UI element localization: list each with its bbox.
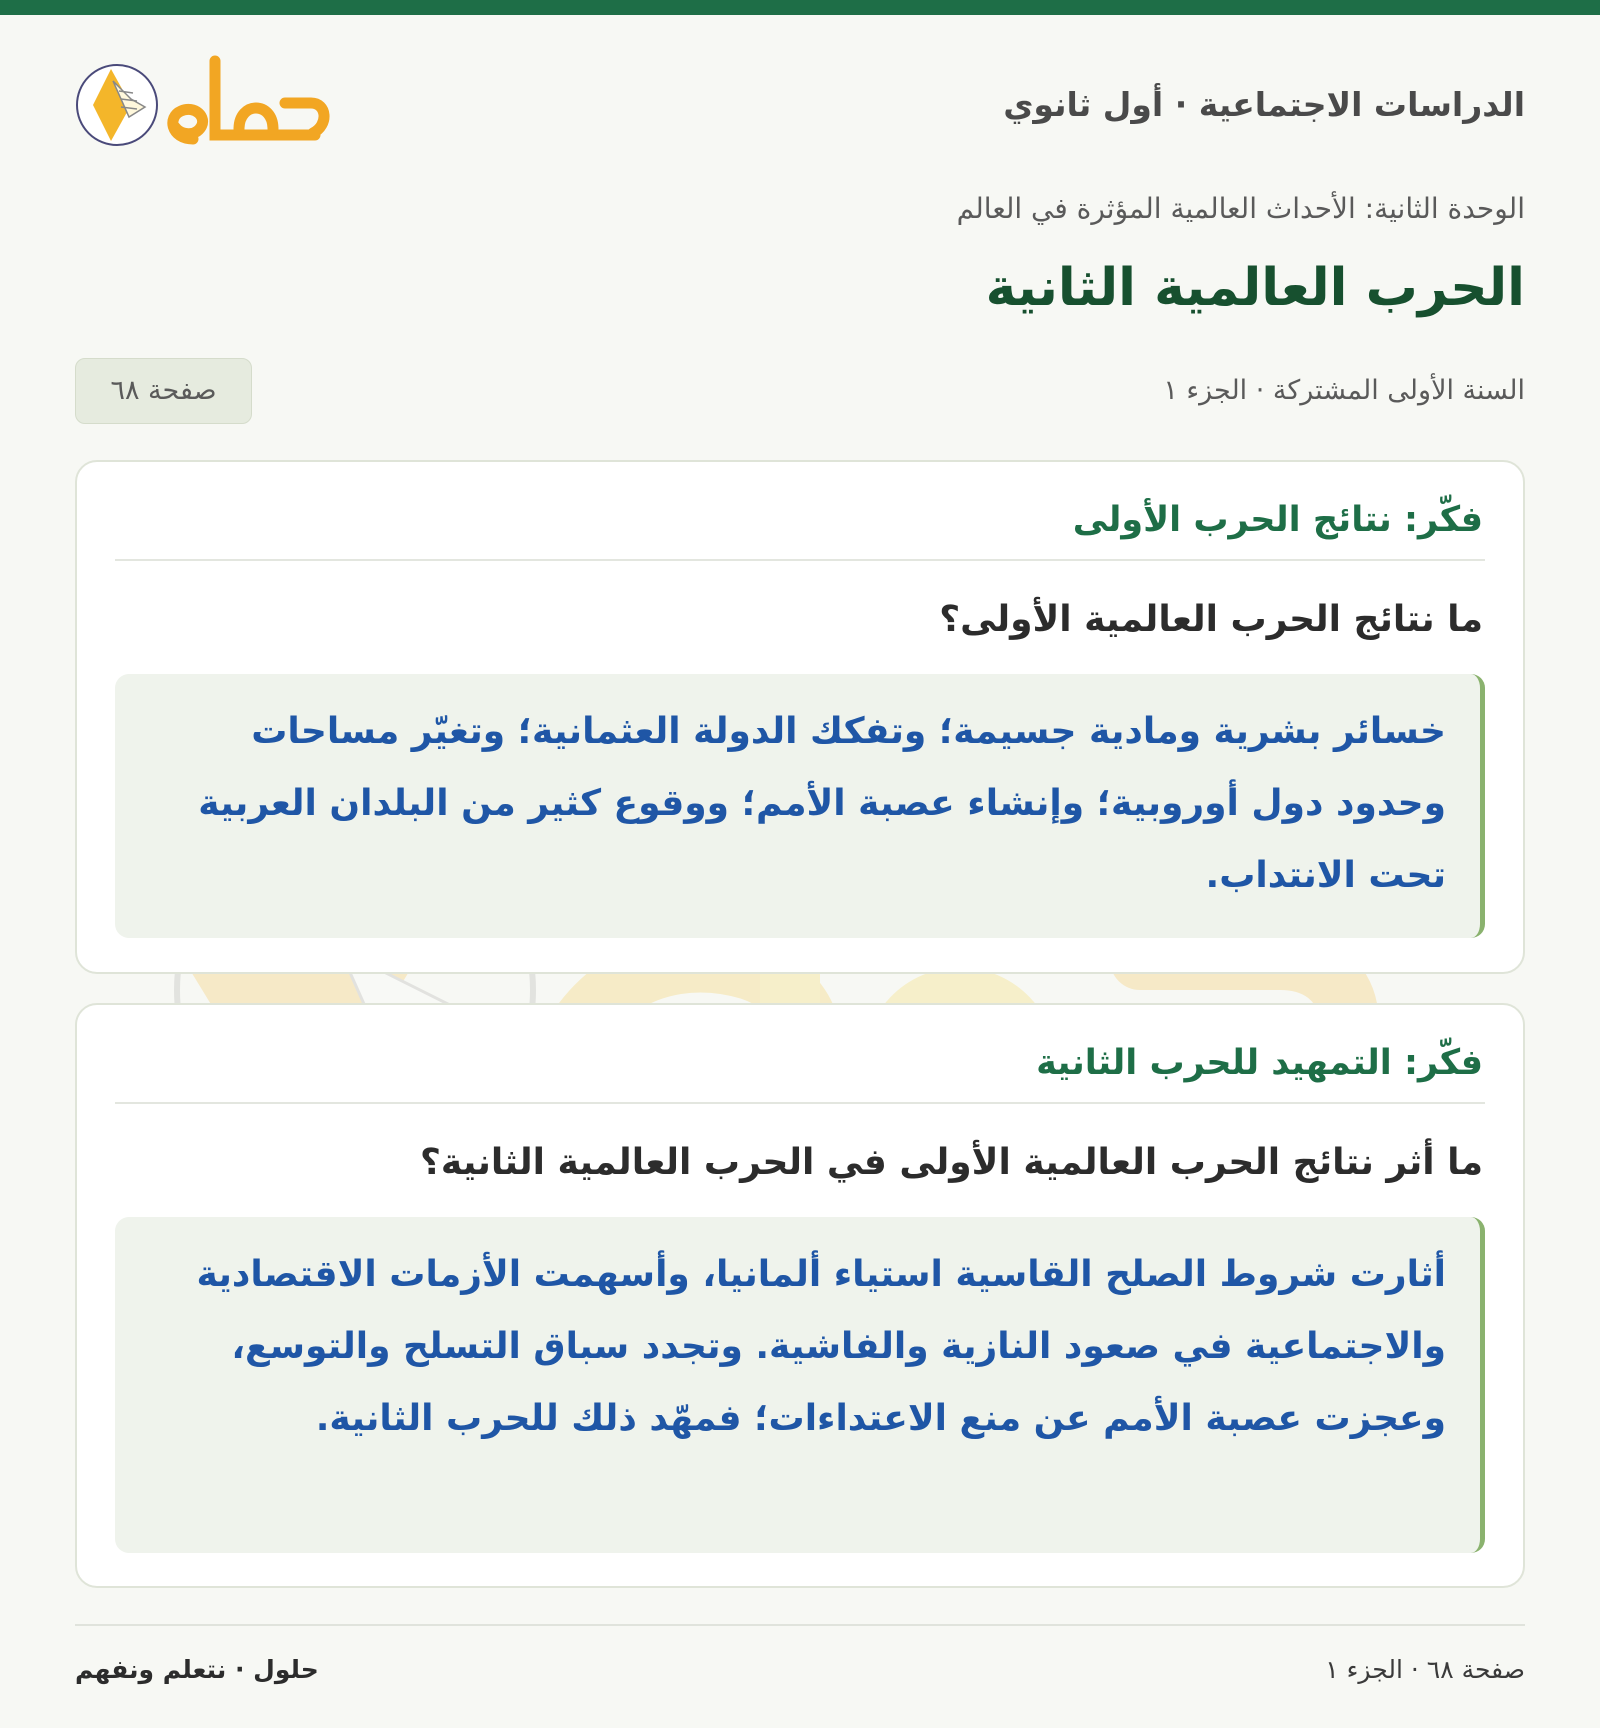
card-question: ما نتائج الحرب العالمية الأولى؟	[939, 599, 1483, 640]
footer-page-info: صفحة ٦٨ · الجزء ١	[1325, 1655, 1525, 1684]
answer-box: خسائر بشرية ومادية جسيمة؛ وتفكك الدولة العثمانية؛ وتغيّر مساحات وحدود دول أوروبية؛ وإنشاء عصبة الأمم؛ ووقوع كثير من البلدان العربية تحت الانتداب.	[115, 674, 1485, 938]
lesson-title: الحرب العالمية الثانية	[985, 258, 1525, 318]
card-divider	[115, 559, 1485, 561]
think-card-1	[75, 460, 1525, 974]
page-header	[75, 55, 1525, 160]
page-number-badge: صفحة ٦٨	[75, 358, 252, 424]
card-title: فكّر: التمهيد للحرب الثانية	[1036, 1043, 1483, 1083]
card-divider	[115, 1102, 1485, 1104]
think-card-2	[75, 1003, 1525, 1588]
subject-title: الدراسات الاجتماعية · أول ثانوي	[1003, 85, 1525, 124]
footer-brand: حلول · نتعلم ونفهم	[75, 1655, 319, 1684]
card-question: ما أثر نتائج الحرب العالمية الأولى في الحرب العالمية الثانية؟	[419, 1142, 1483, 1183]
answer-box: أثارت شروط الصلح القاسية استياء ألمانيا، وأسهمت الأزمات الاقتصادية والاجتماعية في صعود النازية والفاشية. وتجدد سباق التسلح والتوسع، وعجزت عصبة الأمم عن منع الاعتداءات؛ فمهّد ذلك للحرب الثانية.	[115, 1217, 1485, 1553]
card-title: فكّر: نتائج الحرب الأولى	[1072, 500, 1483, 540]
top-accent-bar	[0, 0, 1600, 15]
grade-part-label: السنة الأولى المشتركة · الجزء ١	[1163, 375, 1525, 406]
footer-divider	[75, 1624, 1525, 1626]
hulul-logo-icon[interactable]	[75, 55, 335, 155]
unit-label: الوحدة الثانية: الأحداث العالمية المؤثرة في العالم	[956, 192, 1525, 225]
